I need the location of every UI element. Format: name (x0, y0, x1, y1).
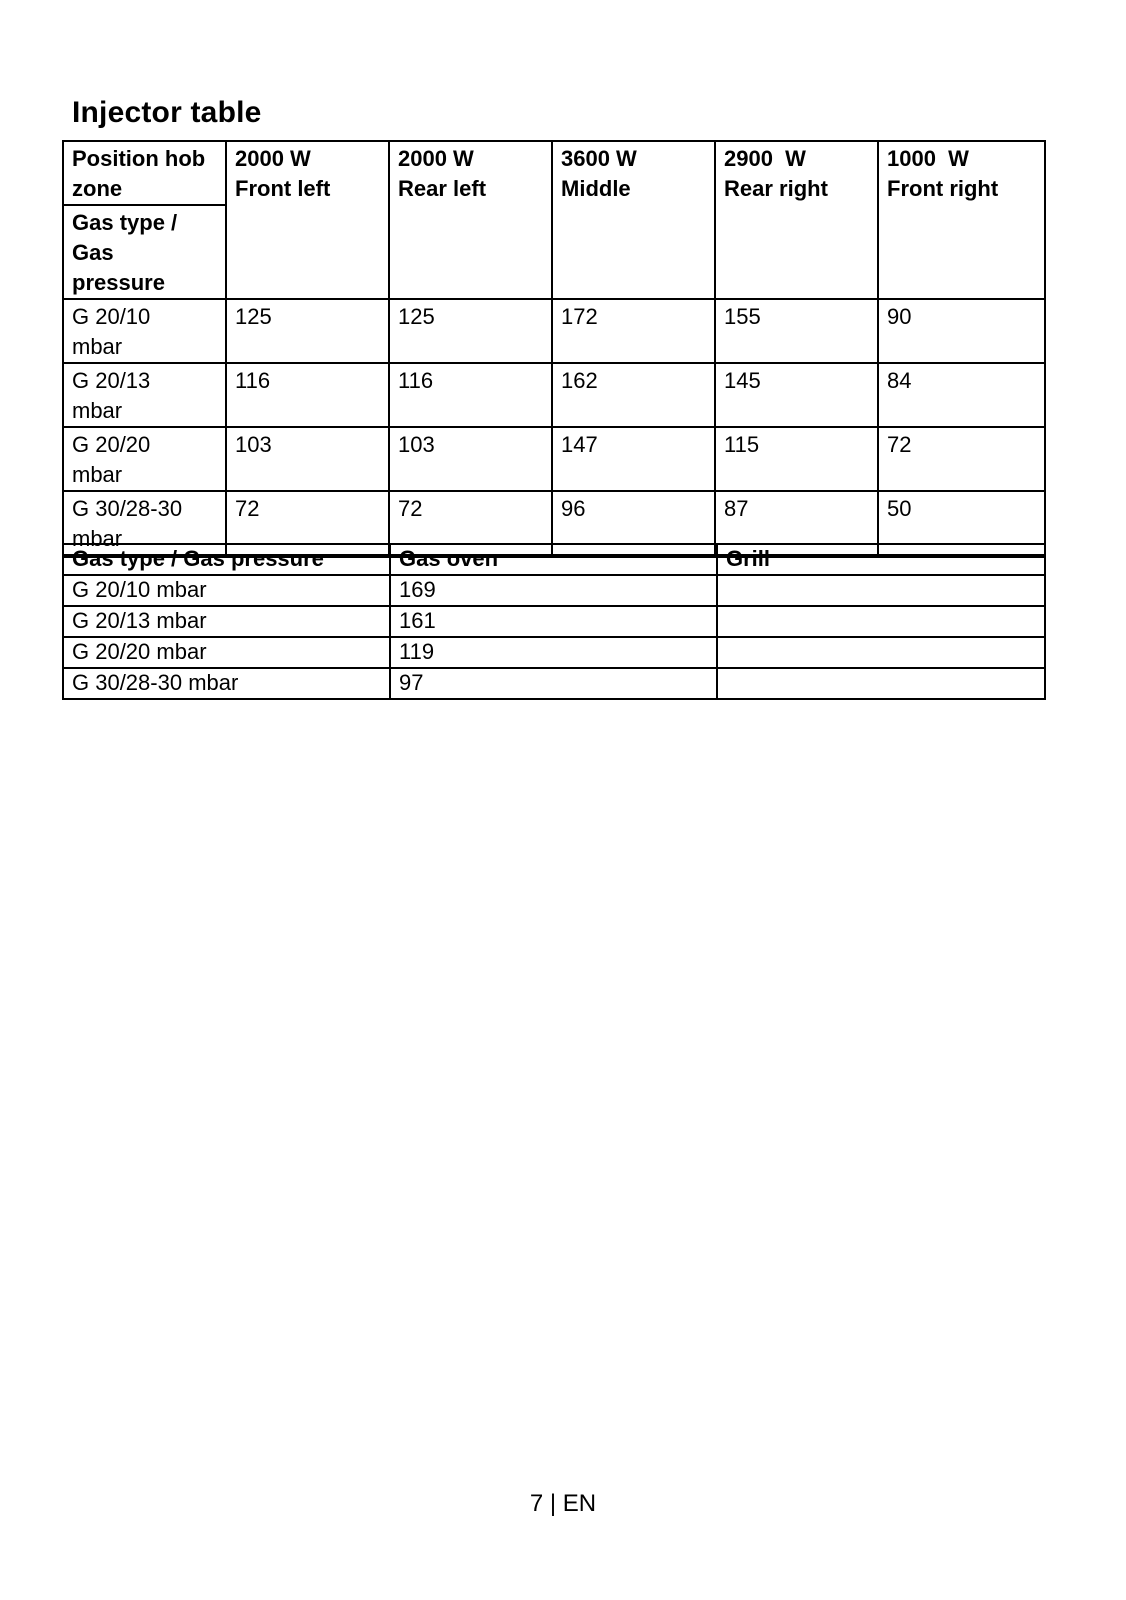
injector-value: 103 (389, 427, 552, 491)
injector-value: 145 (715, 363, 878, 427)
injector-value: 84 (878, 363, 1045, 427)
column-zone: Rear right (724, 176, 828, 201)
gas-type-cell (63, 363, 226, 427)
gas-type-cell: G 20/10 mbar (63, 575, 390, 606)
gas-type-line: mbar (72, 526, 123, 551)
column-power: 2000 W (235, 146, 311, 171)
gas-type-line: mbar (72, 398, 123, 423)
table-row (63, 427, 1045, 491)
table-row (63, 363, 1045, 427)
gas-type-pressure-header: Gas type / Gas pressure (63, 544, 390, 575)
injector-value: 125 (389, 299, 552, 363)
table-row (63, 575, 1045, 606)
injector-value: 147 (552, 427, 715, 491)
gas-oven-value: 119 (390, 637, 717, 668)
position-hob-zone-header (63, 141, 226, 205)
injector-value: 116 (389, 363, 552, 427)
injector-value: 125 (226, 299, 389, 363)
grill-value (717, 637, 1045, 668)
column-header-front-left (226, 141, 389, 299)
injector-value: 90 (878, 299, 1045, 363)
gas-type-cell (63, 299, 226, 363)
grill-value (717, 668, 1045, 699)
oven-injector-table (62, 543, 1046, 700)
column-header-middle (552, 141, 715, 299)
injector-value: 103 (226, 427, 389, 491)
gas-type-line: mbar (72, 334, 123, 359)
gas-oven-value: 169 (390, 575, 717, 606)
injector-value: 162 (552, 363, 715, 427)
table-row (63, 299, 1045, 363)
column-zone: Middle (561, 176, 631, 201)
injector-value: 72 (226, 491, 389, 556)
gas-type-line: G 20/13 (72, 368, 151, 393)
gas-type-cell: G 20/13 mbar (63, 606, 390, 637)
gas-type-line: mbar (72, 462, 123, 487)
gas-type-line: G 20/10 (72, 304, 151, 329)
injector-value: 87 (715, 491, 878, 556)
gas-oven-header: Gas oven (390, 544, 717, 575)
column-header-rear-right (715, 141, 878, 299)
header-line: zone (72, 176, 123, 201)
column-zone: Front left (235, 176, 331, 201)
column-header-front-right (878, 141, 1045, 299)
column-header-rear-left (389, 141, 552, 299)
injector-value: 116 (226, 363, 389, 427)
grill-value (717, 606, 1045, 637)
hob-injector-table (62, 140, 1046, 558)
grill-value (717, 575, 1045, 606)
gas-type-line: G 20/20 (72, 432, 151, 457)
injector-value: 72 (389, 491, 552, 556)
column-zone: Front right (887, 176, 999, 201)
column-power: 2900 W (724, 146, 806, 171)
gas-oven-value: 97 (390, 668, 717, 699)
gas-type-cell (63, 427, 226, 491)
table-row (63, 606, 1045, 637)
gas-type-cell: G 30/28-30 mbar (63, 668, 390, 699)
header-line: Gas (72, 240, 114, 265)
injector-value: 115 (715, 427, 878, 491)
header-line: Position hob (72, 146, 206, 171)
hob-header-row (63, 141, 1045, 205)
header-line: pressure (72, 270, 165, 295)
header-line: Gas type / (72, 210, 178, 235)
gas-oven-value: 161 (390, 606, 717, 637)
injector-value: 96 (552, 491, 715, 556)
oven-header-row (63, 544, 1045, 575)
column-power: 3600 W (561, 146, 637, 171)
injector-value: 50 (878, 491, 1045, 556)
page-title: Injector table (72, 96, 262, 129)
injector-value: 172 (552, 299, 715, 363)
table-row (63, 668, 1045, 699)
column-power: 2000 W (398, 146, 474, 171)
table-row (63, 637, 1045, 668)
injector-value: 72 (878, 427, 1045, 491)
page-number: 7 | EN (529, 1490, 597, 1517)
grill-header: Grill (717, 544, 1045, 575)
gas-type-line: G 30/28-30 (72, 496, 183, 521)
column-zone: Rear left (398, 176, 487, 201)
column-power: 1000 W (887, 146, 969, 171)
gas-type-cell: G 20/20 mbar (63, 637, 390, 668)
gas-type-pressure-header (63, 205, 226, 299)
injector-value: 155 (715, 299, 878, 363)
